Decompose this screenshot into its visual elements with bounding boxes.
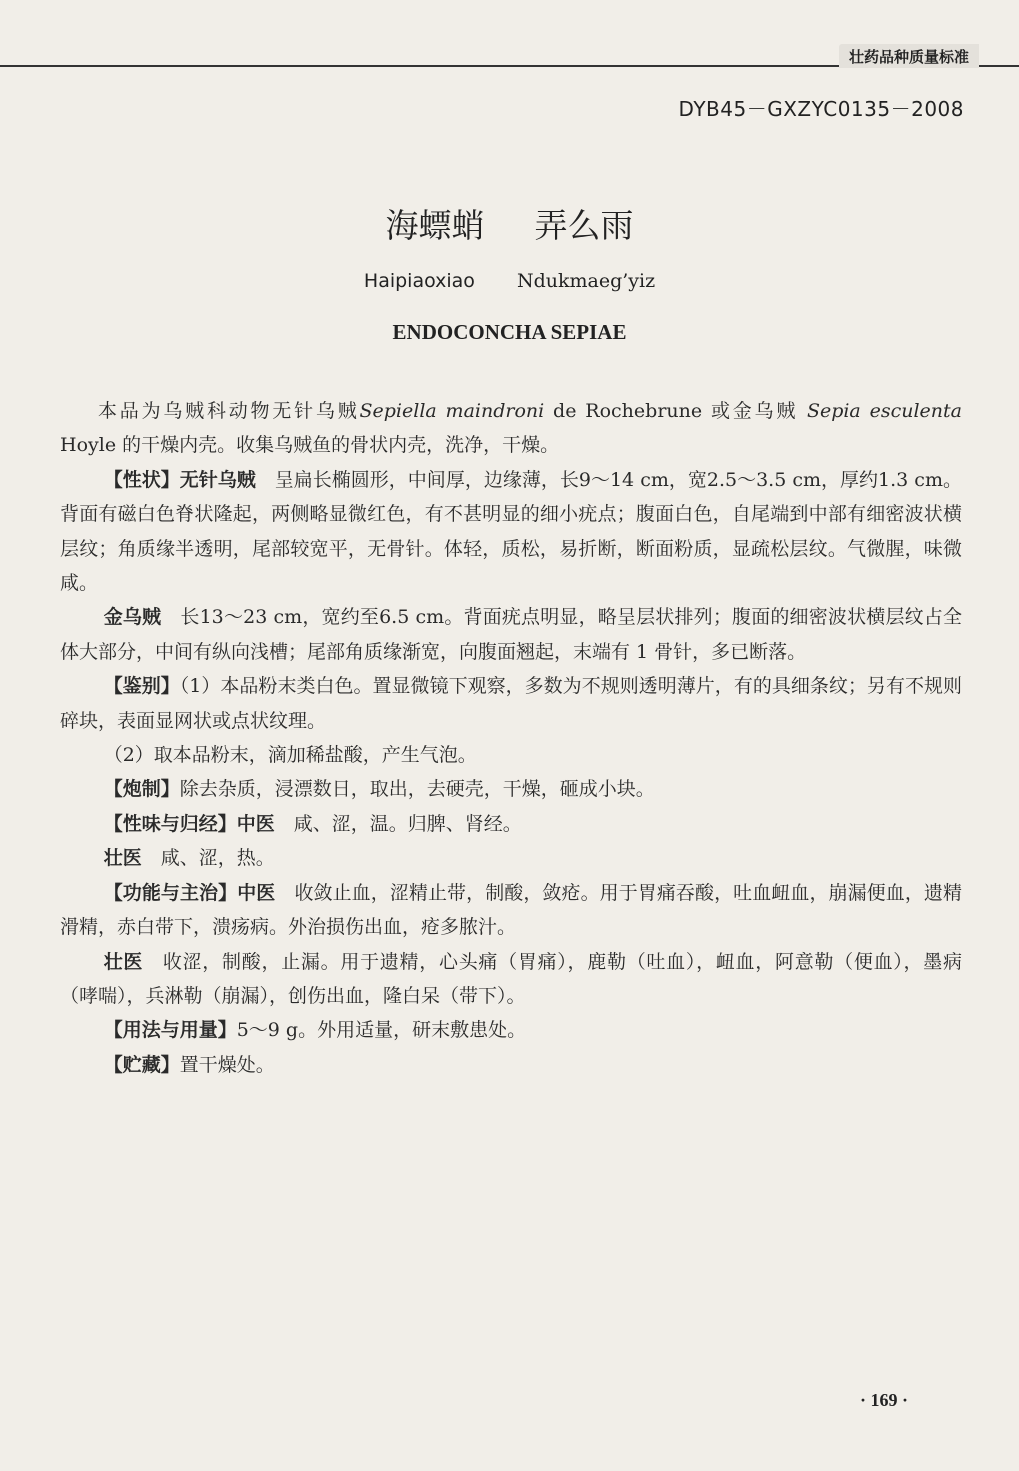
monograph-body bbox=[60, 394, 962, 1082]
section-xingwei-2: 壮医 咸、涩，热。 bbox=[103, 847, 275, 870]
title-romanized bbox=[0, 270, 1019, 292]
section-heading: 【性状】 bbox=[103, 468, 180, 491]
subsection-label: 壮医 bbox=[103, 847, 142, 870]
latin-name: ENDOCONCHA SEPIAE bbox=[392, 320, 627, 344]
section-zhucang: 【贮藏】置干燥处。 bbox=[103, 1053, 275, 1076]
section-heading: 【贮藏】 bbox=[103, 1053, 180, 1076]
section-gongneng: 【功能与主治】中医 收敛止血，涩精止带，制酸，敛疮。用于胃痛吞酸，吐血衄血，崩漏便血，遗精滑精，赤白带下，溃疡病。外治损伤出血，疮多脓汁。 bbox=[60, 881, 962, 939]
subsection-label: 中医 bbox=[237, 881, 276, 904]
subsection-label: 中医 bbox=[236, 812, 275, 835]
species-name: Sepiella maindroni bbox=[359, 400, 545, 422]
section-heading: 【鉴别】 bbox=[103, 675, 180, 698]
section-heading: 【炮制】 bbox=[103, 778, 180, 801]
drug-name-cn: 海螵蛸 bbox=[385, 206, 485, 245]
section-heading: 【用法与用量】 bbox=[103, 1019, 237, 1042]
zhuang-name: Ndukmaeg’yiz bbox=[516, 270, 656, 292]
section-yongfa: 【用法与用量】5～9 g。外用适量，研末敷患处。 bbox=[103, 1019, 527, 1042]
species-name: Sepia esculenta bbox=[806, 400, 962, 422]
section-jianbie-2: （2）取本品粉末，滴加稀盐酸，产生气泡。 bbox=[103, 744, 477, 767]
intro-paragraph: 本品为乌贼科动物无针乌贼Sepiella maindroni de Rochebrune 或金乌贼 Sepia esculenta Hoyle 的干燥内壳。收集乌贼鱼的骨状内壳，洗净，干燥。 bbox=[60, 400, 962, 457]
section-jianbie: 【鉴别】（1）本品粉末类白色。置显微镜下观察，多数为不规则透明薄片，有的具细条纹；另有不规则碎块，表面显网状或点状纹理。 bbox=[60, 675, 962, 732]
zhuang-name-cn: 弄么雨 bbox=[534, 206, 634, 245]
title-chinese bbox=[0, 200, 1019, 247]
section-gongneng-2: 壮医 收涩，制酸，止漏。用于遗精，心头痛（胃痛），鹿勒（吐血），衄血，阿意勒（便血），墨病（哮喘），兵淋勒（崩漏），创伤出血，隆白呆（带下）。 bbox=[60, 950, 962, 1007]
page-number: · 169 · bbox=[860, 1390, 909, 1410]
section-xingzhuang-2: 金乌贼 长13～23 cm，宽约至6.5 cm。背面疣点明显，略呈层状排列；腹面的细密波状横层纹占全体大部分，中间有纵向浅槽；尾部角质缘渐宽，向腹面翘起，末端有 1 骨针，多已断落。 bbox=[60, 606, 962, 663]
section-xingzhuang: 【性状】无针乌贼 呈扁长椭圆形，中间厚，边缘薄，长9～14 cm，宽2.5～3.5 cm，厚约1.3 cm。背面有磁白色脊状隆起，两侧略显微红色，有不甚明显的细小疣点；腹面白色，自尾端到中部有细密波状横层纹；角质缘半透明，尾部较宽平，无骨针。体轻，质松，易折断，断面粉质，显疏松层纹。气微腥，味微咸。 bbox=[60, 468, 962, 595]
section-paozhi: 【炮制】除去杂质，浸漂数日，取出，去硬壳，干燥，砸成小块。 bbox=[103, 778, 655, 801]
pinyin-name: Haipiaoxiao bbox=[363, 270, 475, 292]
subsection-label: 无针乌贼 bbox=[179, 468, 256, 491]
series-title: 壮药品种质量标准 bbox=[839, 44, 979, 68]
standard-code: DYB45－GXZYC0135－2008 bbox=[678, 97, 964, 121]
section-heading: 【性味与归经】 bbox=[103, 812, 237, 835]
subsection-label: 壮医 bbox=[103, 950, 144, 973]
subsection-label: 金乌贼 bbox=[103, 606, 162, 629]
section-heading: 【功能与主治】 bbox=[103, 881, 238, 904]
section-xingwei: 【性味与归经】中医 咸、涩，温。归脾、肾经。 bbox=[103, 812, 522, 835]
